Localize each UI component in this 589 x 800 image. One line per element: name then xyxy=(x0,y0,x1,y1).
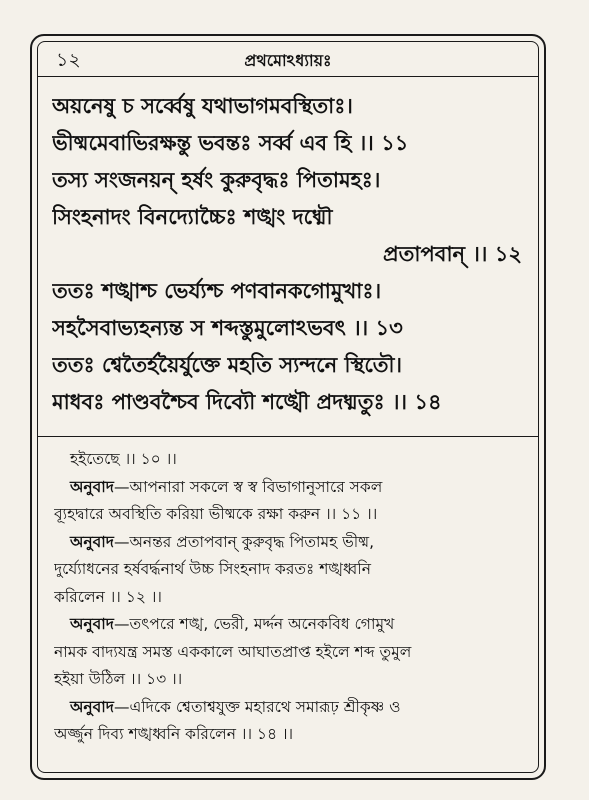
commentary-line: দুর্য্যোধনের হর্ষবর্দ্ধনার্থ উচ্চ সিংহনাদ করতঃ শঙ্খধ্বনি xyxy=(54,560,371,578)
commentary-text: —এদিকে শ্বেতাশ্বযুক্ত মহারথে সমারূঢ় শ্রীকৃষ্ণ ও xyxy=(113,697,401,716)
translation-label: অনুবাদ xyxy=(70,697,114,716)
commentary-text: —তৎপরে শঙ্খ, ভেরী, মর্দ্দন অনেকবিধ গোমুখ xyxy=(113,615,395,633)
verse-line: ভীষ্মমেবাভিরক্ষন্তু ভবন্তঃ সর্ব্ব এব হি ।। ১১ xyxy=(52,131,409,155)
page-frame xyxy=(37,41,539,773)
translation-paragraph-14 xyxy=(54,694,526,722)
translation-label: অনুবাদ xyxy=(70,615,114,633)
commentary-line: হইয়া উঠিল ।। ১৩ ।। xyxy=(54,670,183,688)
commentary-line: নামক বাদ্যযন্ত্র সমস্ত এককালে আঘাতপ্রাপ্ত হইলে শব্দ তুমুল xyxy=(54,642,412,661)
commentary-line: করিলেন ।। ১২ ।। xyxy=(54,587,162,606)
translation-paragraph-13 xyxy=(54,611,526,639)
commentary-line: অর্জ্জুন দিব্য শঙ্খধ্বনি করিলেন ।। ১৪ ।। xyxy=(54,725,294,743)
translation-label: অনুবাদ xyxy=(70,477,114,496)
verse-line: সিংহনাদং বিনদ্যোচ্চৈঃ শঙ্খং দধ্মৌ xyxy=(52,205,333,229)
running-title: প্রথমোঽধ্যায়ঃ xyxy=(244,51,332,70)
section-divider xyxy=(38,436,538,437)
sanskrit-verses xyxy=(52,88,528,421)
translation-paragraph-12 xyxy=(54,529,526,557)
verse-line: ততঃ শঙ্খাশ্চ ভের্য্যশ্চ পণবানকগোমুখাঃ। xyxy=(52,279,382,303)
verse-line: ততঃ শ্বেতৈর্হয়ৈর্যুক্তে মহতি স্যন্দনে স্থিতৌ। xyxy=(52,353,403,377)
verse-line: অয়নেষু চ সর্ব্বেষু যথাভাগমবস্থিতাঃ। xyxy=(52,94,353,118)
translation-paragraph-11 xyxy=(54,474,526,502)
page-number: ১২ xyxy=(56,49,81,71)
verse-line: প্রতাপবান্ ।। ১২ xyxy=(382,242,522,266)
commentary-line: ব্যূহদ্বারে অবস্থিতি করিয়া ভীষ্মকে রক্ষা করুন ।। ১১ ।। xyxy=(54,505,378,523)
commentary-line: হইতেছে ।। ১০ ।। xyxy=(70,450,177,468)
verse-line: তস্য সংজনয়ন্ হর্ষং কুরুবৃদ্ধঃ পিতামহঃ। xyxy=(52,168,381,192)
commentary-text: —আপনারা সকলে স্ব স্ব বিভাগানুসারে সকল xyxy=(113,477,383,496)
page-header xyxy=(38,42,538,77)
translation-label: অনুবাদ xyxy=(70,532,114,551)
commentary-text: —অনন্তর প্রতাপবান্ কুরুবৃদ্ধ পিতামহ ভীষ্ম, xyxy=(113,532,375,551)
verse-line: মাধবঃ পাণ্ডবশ্চৈব দিব্যৌ শঙ্খৌ প্রদধ্মতুঃ ।। ১৪ xyxy=(52,390,442,414)
translation-section xyxy=(54,446,526,749)
verse-line: সহসৈবাভ্যহন্যন্ত স শব্দস্তুমুলোঽভবৎ ।। ১৩ xyxy=(52,316,403,340)
